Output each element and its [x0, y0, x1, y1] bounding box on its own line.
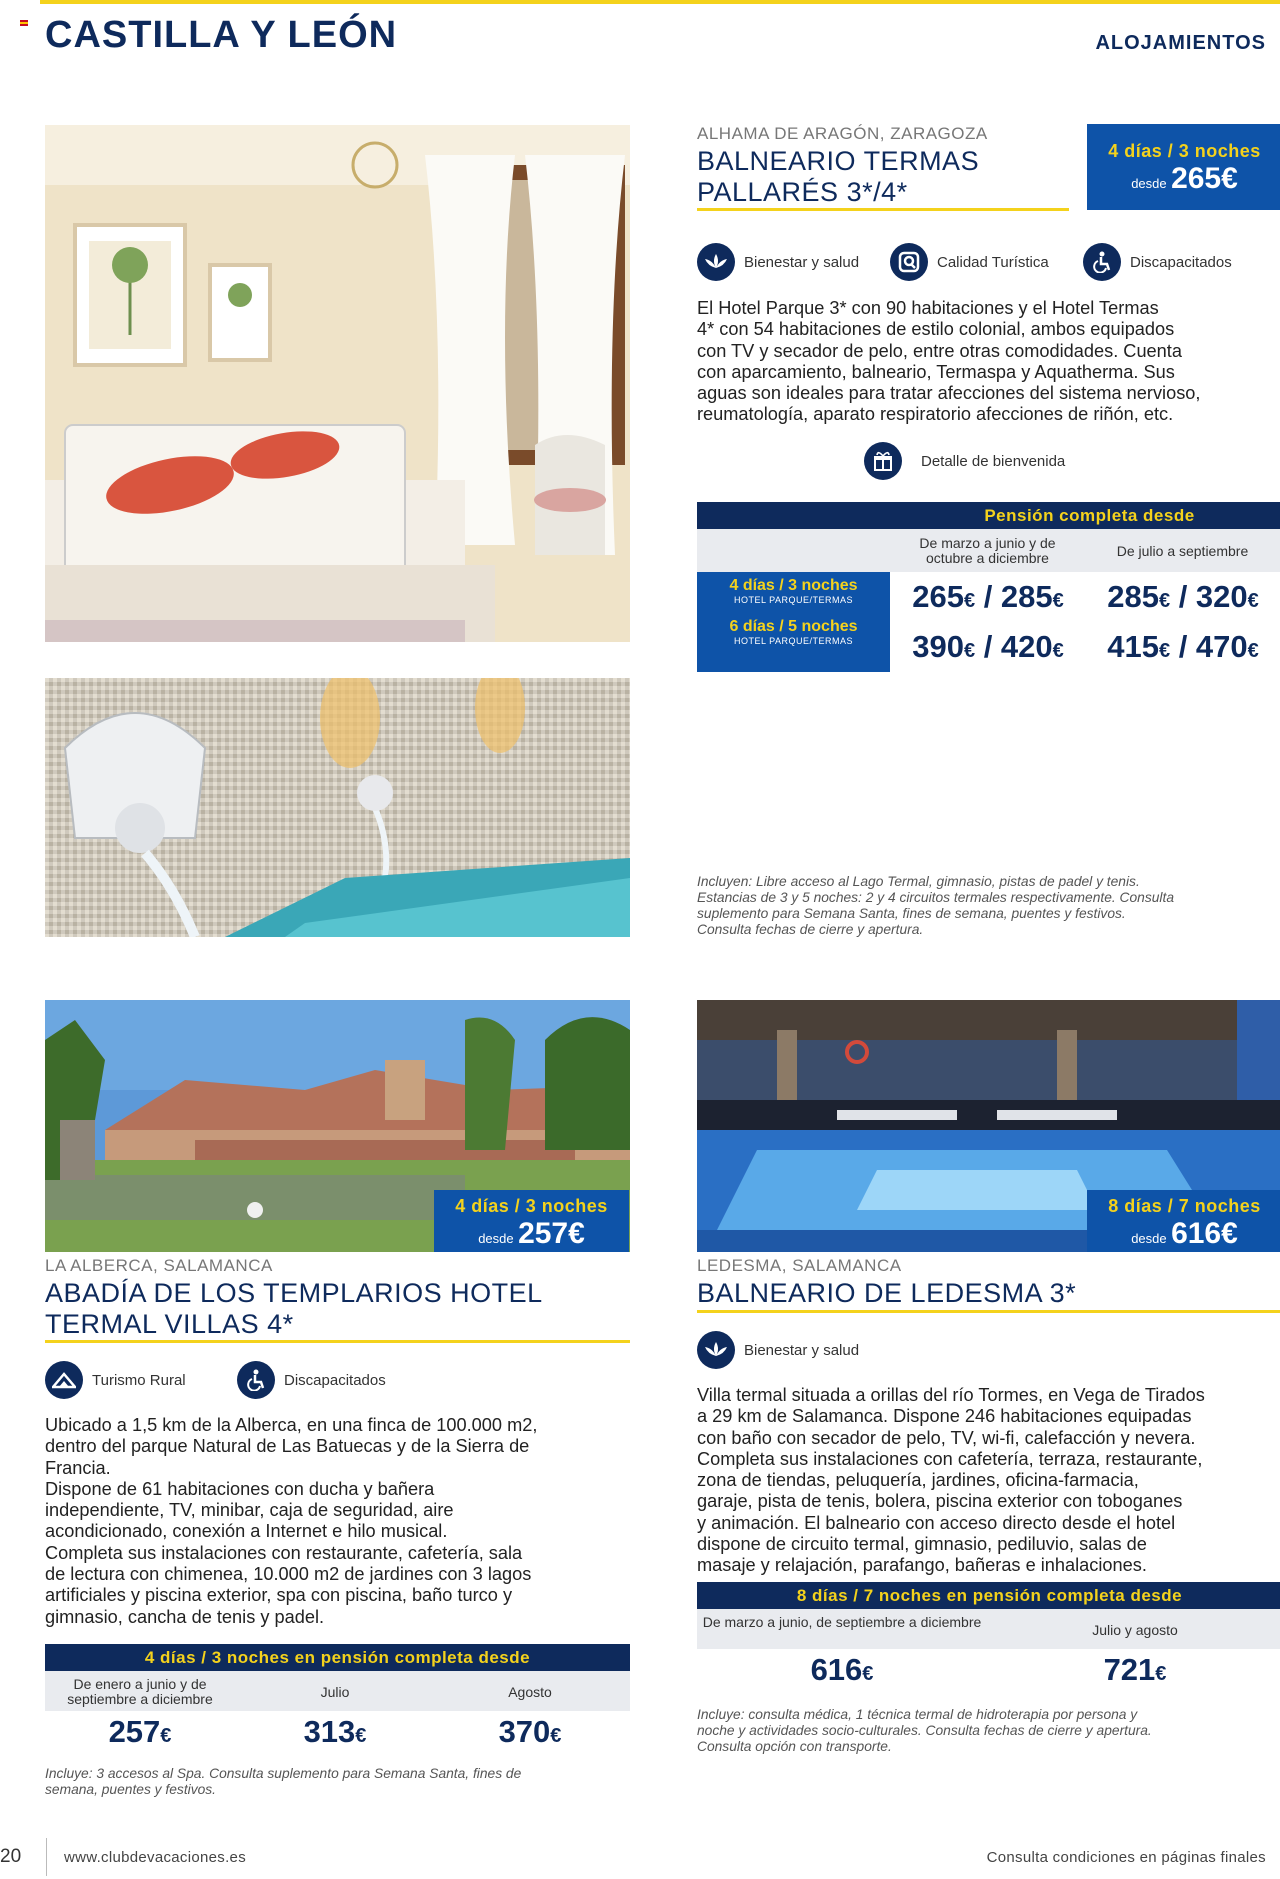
note-line: Incluye: 3 accesos al Spa. Consulta suplemento para Semana Santa, fines de — [45, 1766, 522, 1781]
thermal-pool-photo — [45, 678, 630, 937]
hotel3-price-1 — [697, 1652, 987, 1688]
hotel3-location: LEDESMA, SALAMANCA — [697, 1256, 902, 1275]
hotel2-note — [45, 1766, 630, 1798]
hotel2-price-1 — [45, 1714, 235, 1750]
price: 370 — [498, 1714, 551, 1749]
separator: / — [975, 629, 1001, 664]
hotel2-location: LA ALBERCA, SALAMANCA — [45, 1256, 273, 1275]
hotel1-name-line2: PALLARÉS 3*/4* — [697, 177, 908, 207]
description-line: garaje, pista de tenis, bolera, piscina exterior con toboganes — [697, 1491, 1183, 1512]
separator: / — [1170, 629, 1196, 664]
description-line: reumatología, aparato respiratorio afecciones de riñón, etc. — [697, 404, 1174, 425]
currency: € — [1155, 1663, 1167, 1685]
feature-label: Bienestar y salud — [744, 1341, 860, 1359]
description-line: a 29 km de Salamanca. Dispone 246 habitaciones equipadas — [697, 1406, 1192, 1427]
note-line: Incluyen: Libre acceso al Lago Termal, gimnasio, pistas de padel y tenis. — [697, 874, 1140, 889]
lotus-icon — [697, 1331, 735, 1369]
currency: € — [550, 1725, 562, 1747]
row-label: 4 días / 3 noches — [729, 577, 858, 594]
gift-icon — [864, 442, 902, 480]
conditions-note: Consulta condiciones en páginas finales — [986, 1849, 1266, 1866]
hotel1-table-header: Pensión completa desde — [697, 502, 1280, 529]
description-line: Dispone de 61 habitaciones con ducha y bañera — [45, 1478, 435, 1499]
feature-label: Bienestar y salud — [744, 253, 860, 271]
price: 415 — [1107, 629, 1159, 664]
description-line: con aparcamiento, balneario, Termaspa y Aquatherma. Sus — [697, 361, 1175, 382]
currency: € — [963, 590, 976, 612]
hotel1-col-header-2: De julio a septiembre — [1116, 543, 1249, 559]
badge-from: desde — [1131, 176, 1167, 191]
description-line: artificiales y piscina exterior, spa con piscina, baño turco y — [45, 1585, 513, 1606]
currency: € — [1052, 590, 1064, 612]
lotus-icon — [697, 243, 735, 281]
hotel2-description — [45, 1415, 537, 1628]
note-line: Incluye: consulta médica, 1 técnica termal de hidroterapia por persona y — [697, 1707, 1138, 1722]
feature-accessibility — [1083, 243, 1232, 281]
badge-from: desde — [1131, 1231, 1167, 1246]
badge-price: 257€ — [518, 1217, 585, 1250]
description-line: acondicionado, conexión a Internet e hilo musical. — [45, 1521, 448, 1542]
description-line: Ubicado a 1,5 km de la Alberca, en una finca de 100.000 m2, — [45, 1415, 538, 1435]
description-line: Completa sus instalaciones con cafetería, terraza, restaurante, — [697, 1448, 1203, 1469]
currency: € — [160, 1725, 172, 1747]
price: 285 — [1000, 579, 1053, 614]
footer-divider — [46, 1838, 47, 1876]
note-line: suplemento para Semana Santa, fines de semana, puentes y festivos. — [697, 906, 1126, 921]
hotel1-title-underline — [697, 208, 1069, 211]
hotel1-row-labels — [697, 572, 890, 672]
currency: € — [1052, 640, 1064, 662]
note-line: Estancias de 3 y 5 noches: 2 y 4 circuitos termales respectivamente. Consulta — [697, 890, 1174, 905]
website-link[interactable]: www.clubdevacaciones.es — [64, 1849, 246, 1866]
hotel3-table-header: 8 días / 7 noches en pensión completa desde — [697, 1582, 1280, 1609]
description-line: gimnasio, cancha de tenis y padel. — [45, 1606, 325, 1627]
feature-wellness — [697, 1331, 859, 1369]
hotel3-col-header-2: Julio y agosto — [1092, 1622, 1178, 1638]
feature-label: Calidad Turística — [937, 253, 1049, 271]
spain-flag-icon — [20, 20, 28, 26]
description-line: aguas son ideales para tratar afecciones del sistema nervioso, — [697, 383, 1201, 404]
feature-label: Discapacitados — [284, 1371, 386, 1389]
section-label: ALOJAMIENTOS — [1095, 32, 1266, 54]
currency: € — [1158, 590, 1171, 612]
price: 470 — [1195, 629, 1248, 664]
description-line: y animación. El balneario con acceso directo desde el hotel — [697, 1512, 1176, 1533]
mountain-icon — [45, 1361, 83, 1399]
badge-price: 265€ — [1171, 162, 1238, 195]
hotel1-name-line1: BALNEARIO TERMAS — [697, 146, 980, 176]
price: 390 — [912, 629, 964, 664]
bedroom-photo — [45, 125, 630, 642]
note-line: noche y actividades socio-culturales. Consulta fechas de cierre y apertura. — [697, 1723, 1152, 1738]
description-line: independiente, TV, minibar, caja de seguridad, aire — [45, 1500, 454, 1521]
hotel3-price-2 — [990, 1652, 1280, 1688]
currency: € — [1247, 640, 1259, 662]
description-line: Francia. — [45, 1457, 111, 1478]
hotel3-description — [697, 1385, 1205, 1577]
description-line: dentro del parque Natural de Las Batuecas y de la Sierra de — [45, 1436, 530, 1457]
hotel2-table-header: 4 días / 3 noches en pensión completa desde — [45, 1644, 630, 1671]
hotel1-note — [697, 874, 1280, 938]
hotel2-name-line2: TERMAL VILLAS 4* — [45, 1309, 294, 1339]
hotel1-location: ALHAMA DE ARAGÓN, ZARAGOZA — [697, 124, 988, 143]
page-number: 20 — [0, 1846, 22, 1867]
welcome-label: Detalle de bienvenida — [921, 452, 1066, 470]
hotel1-description — [697, 298, 1200, 426]
description-line: Villa termal situada a orillas del río Tormes, en Vega de Tirados — [697, 1385, 1205, 1405]
hotel2-col-header-2: Julio — [320, 1684, 350, 1700]
hotel2-title-underline — [45, 1340, 630, 1343]
currency: € — [355, 1725, 367, 1747]
hotel2-price-2 — [240, 1714, 430, 1750]
row-label: 6 días / 5 noches — [729, 618, 858, 635]
description-line: con baño con secador de pelo, TV, wi-fi, calefacción y nevera. — [697, 1427, 1196, 1448]
hotel3-col-header-1: De marzo a junio, de septiembre a diciembre — [702, 1614, 982, 1630]
price: 721 — [1103, 1652, 1156, 1687]
page-title: CASTILLA Y LEÓN — [45, 14, 398, 56]
hotel3-note — [697, 1707, 1280, 1755]
badge-nights: 4 días / 3 noches — [1108, 141, 1261, 161]
badge-price: 616€ — [1171, 1217, 1238, 1250]
feature-label: Discapacitados — [1130, 253, 1232, 271]
currency: € — [1158, 640, 1171, 662]
quality-q-icon — [890, 243, 928, 281]
hotel3-title-underline — [697, 1310, 1280, 1313]
hotel1-price-row2-col1 — [893, 629, 1083, 665]
description-line: Completa sus instalaciones con restaurante, cafetería, sala — [45, 1542, 523, 1563]
separator: / — [975, 579, 1001, 614]
hotel2-price-badge — [434, 1190, 629, 1252]
note-line: semana, puentes y festivos. — [45, 1782, 217, 1797]
description-line: dispone de circuito termal, gimnasio, pediluvio, salas de — [697, 1534, 1147, 1555]
price: 313 — [303, 1714, 356, 1749]
hotel1-price-row2-col2 — [1088, 629, 1278, 665]
price: 257 — [108, 1714, 161, 1749]
hotel2-name-line1: ABADÍA DE LOS TEMPLARIOS HOTEL — [45, 1278, 543, 1308]
top-rule — [40, 0, 1280, 4]
separator: / — [1170, 579, 1196, 614]
hotel2-col-header-1: De enero a junio y de septiembre a diciembre — [67, 1676, 213, 1707]
price: 420 — [1000, 629, 1053, 664]
hotel2-col-header-3: Agosto — [508, 1684, 552, 1700]
price: 616 — [810, 1652, 863, 1687]
wheelchair-icon — [237, 1361, 275, 1399]
row-sublabel: HOTEL PARQUE/TERMAS — [733, 636, 854, 646]
feature-rural — [45, 1361, 186, 1399]
currency: € — [963, 640, 976, 662]
hotel1-price-row1-col1 — [893, 579, 1083, 615]
welcome-gift — [864, 442, 1065, 480]
hotel3-price-badge — [1087, 1190, 1280, 1252]
description-line: El Hotel Parque 3* con 90 habitaciones y el Hotel Termas — [697, 298, 1159, 318]
badge-nights: 4 días / 3 noches — [455, 1196, 608, 1216]
description-line: zona de tiendas, peluquería, jardines, oficina-farmacia, — [697, 1470, 1139, 1491]
badge-nights: 8 días / 7 noches — [1108, 1196, 1261, 1216]
badge-from: desde — [478, 1231, 514, 1246]
price: 265 — [912, 579, 964, 614]
hotel2-price-3 — [435, 1714, 625, 1750]
currency: € — [1247, 590, 1259, 612]
feature-label: Turismo Rural — [92, 1371, 186, 1389]
feature-wellness — [697, 243, 859, 281]
description-line: masaje y relajación, parafango, bañeras e inhalaciones. — [697, 1555, 1147, 1576]
price: 285 — [1107, 579, 1159, 614]
feature-accessibility — [237, 1361, 386, 1399]
note-line: Consulta fechas de cierre y apertura. — [697, 922, 924, 937]
hotel3-name-line1: BALNEARIO DE LEDESMA 3* — [697, 1278, 1077, 1308]
hotel1-price-row1-col2 — [1088, 579, 1278, 615]
currency: € — [862, 1663, 874, 1685]
description-line: con TV y secador de pelo, entre otras comodidades. Cuenta — [697, 340, 1182, 361]
description-line: 4* con 54 habitaciones de estilo colonial, ambos equipados — [697, 319, 1175, 340]
feature-quality — [890, 243, 1049, 281]
hotel1-price-badge — [1087, 124, 1280, 210]
price: 320 — [1195, 579, 1248, 614]
wheelchair-icon — [1083, 243, 1121, 281]
note-line: Consulta opción con transporte. — [697, 1739, 892, 1754]
hotel1-col-header-1: De marzo a junio y de octubre a diciembre — [919, 535, 1056, 566]
description-line: de lectura con chimenea, 10.000 m2 de jardines con 3 lagos — [45, 1564, 532, 1585]
row-sublabel: HOTEL PARQUE/TERMAS — [733, 595, 854, 605]
